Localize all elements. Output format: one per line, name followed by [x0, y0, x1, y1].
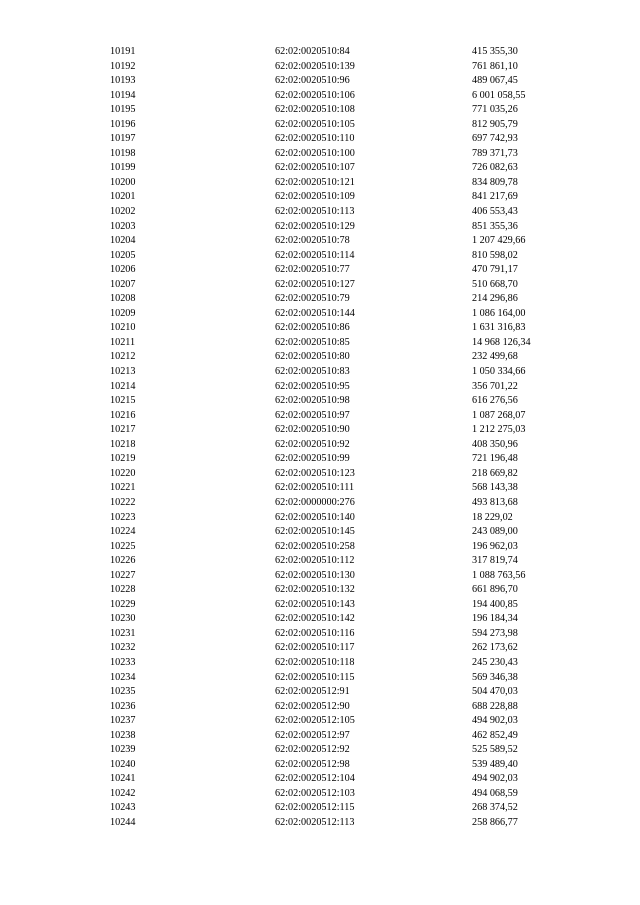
row-number-cell: 10192: [110, 60, 136, 72]
table-row: [0, 278, 640, 293]
value-cell: 568 143,38: [472, 482, 518, 494]
value-cell: 789 371,73: [472, 147, 518, 159]
cadastral-number-cell: 62:02:0020510:111: [275, 482, 355, 494]
cadastral-number-cell: 62:02:0000000:276: [275, 496, 355, 508]
table-row: [0, 481, 640, 496]
cadastral-number-cell: 62:02:0020510:113: [275, 206, 355, 218]
cadastral-number-cell: 62:02:0020510:143: [275, 598, 355, 610]
cadastral-number-cell: 62:02:0020510:130: [275, 569, 355, 581]
value-cell: 594 273,98: [472, 627, 518, 639]
value-cell: 462 852,49: [472, 729, 518, 741]
row-number-cell: 10221: [110, 482, 136, 494]
row-number-cell: 10212: [110, 351, 136, 363]
table-row: [0, 132, 640, 147]
row-number-cell: 10201: [110, 191, 136, 203]
table-row: [0, 409, 640, 424]
value-cell: 851 355,36: [472, 220, 518, 232]
cadastral-number-cell: 62:02:0020510:105: [275, 118, 355, 130]
cadastral-number-cell: 62:02:0020510:97: [275, 409, 350, 421]
value-cell: 1 087 268,07: [472, 409, 526, 421]
cadastral-number-cell: 62:02:0020510:142: [275, 613, 355, 625]
value-cell: 493 813,68: [472, 496, 518, 508]
cadastral-number-cell: 62:02:0020512:98: [275, 758, 350, 770]
row-number-cell: 10239: [110, 744, 136, 756]
row-number-cell: 10236: [110, 700, 136, 712]
row-number-cell: 10231: [110, 627, 136, 639]
table-row: [0, 496, 640, 511]
cadastral-number-cell: 62:02:0020512:90: [275, 700, 350, 712]
row-number-cell: 10237: [110, 715, 136, 727]
value-cell: 510 668,70: [472, 278, 518, 290]
cadastral-number-cell: 62:02:0020512:115: [275, 802, 355, 814]
value-cell: 810 598,02: [472, 249, 518, 261]
value-cell: 726 082,63: [472, 162, 518, 174]
cadastral-number-cell: 62:02:0020510:129: [275, 220, 355, 232]
cadastral-number-cell: 62:02:0020512:91: [275, 686, 350, 698]
value-cell: 616 276,56: [472, 395, 518, 407]
value-cell: 1 631 316,83: [472, 322, 526, 334]
value-cell: 18 229,02: [472, 511, 513, 523]
row-number-cell: 10202: [110, 206, 136, 218]
row-number-cell: 10240: [110, 758, 136, 770]
row-number-cell: 10197: [110, 133, 136, 145]
table-row: [0, 438, 640, 453]
cadastral-number-cell: 62:02:0020510:92: [275, 438, 350, 450]
value-cell: 6 001 058,55: [472, 89, 526, 101]
cadastral-number-cell: 62:02:0020510:115: [275, 671, 355, 683]
value-cell: 504 470,03: [472, 686, 518, 698]
cadastral-number-cell: 62:02:0020510:117: [275, 642, 355, 654]
table-row: [0, 89, 640, 104]
row-number-cell: 10204: [110, 235, 136, 247]
row-number-cell: 10226: [110, 555, 136, 567]
table-row: [0, 176, 640, 191]
row-number-cell: 10210: [110, 322, 136, 334]
cadastral-number-cell: 62:02:0020510:108: [275, 104, 355, 116]
row-number-cell: 10207: [110, 278, 136, 290]
value-cell: 317 819,74: [472, 555, 518, 567]
table-row: [0, 350, 640, 365]
value-cell: 661 896,70: [472, 584, 518, 596]
table-row: [0, 292, 640, 307]
table-row: [0, 511, 640, 526]
row-number-cell: 10214: [110, 380, 136, 392]
table-row: [0, 147, 640, 162]
row-number-cell: 10220: [110, 467, 136, 479]
table-row: [0, 234, 640, 249]
value-cell: 834 809,78: [472, 176, 518, 188]
table-row: [0, 612, 640, 627]
table-row: [0, 307, 640, 322]
cadastral-number-cell: 62:02:0020510:80: [275, 351, 350, 363]
value-cell: 258 866,77: [472, 816, 518, 828]
table-row: [0, 671, 640, 686]
table-row: [0, 60, 640, 75]
table-row: [0, 220, 640, 235]
cadastral-number-cell: 62:02:0020510:144: [275, 307, 355, 319]
row-number-cell: 10195: [110, 104, 136, 116]
row-number-cell: 10244: [110, 816, 136, 828]
table-row: [0, 787, 640, 802]
table-row: [0, 452, 640, 467]
cadastral-number-cell: 62:02:0020510:132: [275, 584, 355, 596]
table-row: [0, 380, 640, 395]
cadastral-number-cell: 62:02:0020510:258: [275, 540, 355, 552]
cadastral-number-cell: 62:02:0020510:86: [275, 322, 350, 334]
cadastral-number-cell: 62:02:0020510:110: [275, 133, 355, 145]
value-cell: 771 035,26: [472, 104, 518, 116]
row-number-cell: 10241: [110, 773, 136, 785]
cadastral-number-cell: 62:02:0020512:92: [275, 744, 350, 756]
row-number-cell: 10230: [110, 613, 136, 625]
value-cell: 232 499,68: [472, 351, 518, 363]
value-cell: 214 296,86: [472, 293, 518, 305]
value-cell: 525 589,52: [472, 744, 518, 756]
value-cell: 194 400,85: [472, 598, 518, 610]
row-number-cell: 10196: [110, 118, 136, 130]
value-cell: 268 374,52: [472, 802, 518, 814]
value-cell: 1 050 334,66: [472, 366, 526, 378]
row-number-cell: 10203: [110, 220, 136, 232]
table-row: [0, 627, 640, 642]
cadastral-number-cell: 62:02:0020510:145: [275, 526, 355, 538]
value-cell: 245 230,43: [472, 656, 518, 668]
row-number-cell: 10232: [110, 642, 136, 654]
value-cell: 196 962,03: [472, 540, 518, 552]
table-row: [0, 205, 640, 220]
value-cell: 569 346,38: [472, 671, 518, 683]
row-number-cell: 10229: [110, 598, 136, 610]
cadastral-number-cell: 62:02:0020510:139: [275, 60, 355, 72]
value-cell: 841 217,69: [472, 191, 518, 203]
table-row: [0, 45, 640, 60]
value-cell: 14 968 126,34: [472, 336, 531, 348]
row-number-cell: 10199: [110, 162, 136, 174]
cadastral-number-cell: 62:02:0020510:96: [275, 75, 350, 87]
table-row: [0, 598, 640, 613]
value-cell: 1 088 763,56: [472, 569, 526, 581]
row-number-cell: 10213: [110, 366, 136, 378]
value-cell: 470 791,17: [472, 264, 518, 276]
cadastral-number-cell: 62:02:0020512:113: [275, 816, 355, 828]
row-number-cell: 10205: [110, 249, 136, 261]
row-number-cell: 10218: [110, 438, 136, 450]
row-number-cell: 10235: [110, 686, 136, 698]
table-row: [0, 249, 640, 264]
cadastral-number-cell: 62:02:0020510:77: [275, 264, 350, 276]
cadastral-number-cell: 62:02:0020510:100: [275, 147, 355, 159]
table-row: [0, 816, 640, 831]
row-number-cell: 10216: [110, 409, 136, 421]
value-cell: 489 067,45: [472, 75, 518, 87]
cadastral-number-cell: 62:02:0020510:123: [275, 467, 355, 479]
table-row: [0, 321, 640, 336]
cadastral-number-cell: 62:02:0020510:99: [275, 453, 350, 465]
table-row: [0, 394, 640, 409]
cadastral-number-cell: 62:02:0020512:104: [275, 773, 355, 785]
table-row: [0, 118, 640, 133]
cadastral-number-cell: 62:02:0020510:109: [275, 191, 355, 203]
value-cell: 262 173,62: [472, 642, 518, 654]
cadastral-number-cell: 62:02:0020510:79: [275, 293, 350, 305]
value-cell: 1 207 429,66: [472, 235, 526, 247]
table-row: [0, 583, 640, 598]
row-number-cell: 10211: [110, 336, 136, 348]
row-number-cell: 10191: [110, 46, 136, 57]
value-cell: 356 701,22: [472, 380, 518, 392]
row-number-cell: 10227: [110, 569, 136, 581]
cadastral-number-cell: 62:02:0020512:97: [275, 729, 350, 741]
row-number-cell: 10225: [110, 540, 136, 552]
value-cell: 494 068,59: [472, 787, 518, 799]
row-number-cell: 10228: [110, 584, 136, 596]
table-row: [0, 74, 640, 89]
value-cell: 415 355,30: [472, 46, 518, 57]
table-row: [0, 554, 640, 569]
value-cell: 697 742,93: [472, 133, 518, 145]
value-cell: 1 212 275,03: [472, 424, 526, 436]
cadastral-number-cell: 62:02:0020510:85: [275, 336, 350, 348]
table-row: [0, 467, 640, 482]
row-number-cell: 10217: [110, 424, 136, 436]
cadastral-number-cell: 62:02:0020510:84: [275, 46, 350, 57]
cadastral-number-cell: 62:02:0020512:105: [275, 715, 355, 727]
table-row: [0, 263, 640, 278]
value-cell: 218 669,82: [472, 467, 518, 479]
row-number-cell: 10219: [110, 453, 136, 465]
cadastral-number-cell: 62:02:0020510:107: [275, 162, 355, 174]
cadastral-number-cell: 62:02:0020512:103: [275, 787, 355, 799]
value-cell: 494 902,03: [472, 715, 518, 727]
cadastral-number-cell: 62:02:0020510:95: [275, 380, 350, 392]
table-row: [0, 525, 640, 540]
table-row: [0, 365, 640, 380]
cadastral-number-cell: 62:02:0020510:78: [275, 235, 350, 247]
cadastral-number-cell: 62:02:0020510:83: [275, 366, 350, 378]
table-row: [0, 772, 640, 787]
cadastral-number-cell: 62:02:0020510:116: [275, 627, 355, 639]
value-cell: 761 861,10: [472, 60, 518, 72]
value-cell: 406 553,43: [472, 206, 518, 218]
table-row: [0, 161, 640, 176]
value-cell: 408 350,96: [472, 438, 518, 450]
row-number-cell: 10243: [110, 802, 136, 814]
table-row: [0, 423, 640, 438]
value-cell: 196 184,34: [472, 613, 518, 625]
cadastral-number-cell: 62:02:0020510:140: [275, 511, 355, 523]
row-number-cell: 10198: [110, 147, 136, 159]
row-number-cell: 10223: [110, 511, 136, 523]
value-cell: 494 902,03: [472, 773, 518, 785]
row-number-cell: 10215: [110, 395, 136, 407]
table-row: [0, 758, 640, 773]
data-table: [0, 45, 640, 831]
value-cell: 539 489,40: [472, 758, 518, 770]
row-number-cell: 10200: [110, 176, 136, 188]
row-number-cell: 10233: [110, 656, 136, 668]
value-cell: 243 089,00: [472, 526, 518, 538]
table-row: [0, 656, 640, 671]
row-number-cell: 10208: [110, 293, 136, 305]
row-number-cell: 10222: [110, 496, 136, 508]
cadastral-number-cell: 62:02:0020510:118: [275, 656, 355, 668]
row-number-cell: 10193: [110, 75, 136, 87]
cadastral-number-cell: 62:02:0020510:112: [275, 555, 355, 567]
cadastral-number-cell: 62:02:0020510:98: [275, 395, 350, 407]
row-number-cell: 10238: [110, 729, 136, 741]
table-row: [0, 801, 640, 816]
table-row: [0, 569, 640, 584]
row-number-cell: 10209: [110, 307, 136, 319]
row-number-cell: 10224: [110, 526, 136, 538]
row-number-cell: 10194: [110, 89, 136, 101]
value-cell: 1 086 164,00: [472, 307, 526, 319]
cadastral-number-cell: 62:02:0020510:90: [275, 424, 350, 436]
table-row: [0, 700, 640, 715]
value-cell: 721 196,48: [472, 453, 518, 465]
row-number-cell: 10242: [110, 787, 136, 799]
cadastral-number-cell: 62:02:0020510:114: [275, 249, 355, 261]
cadastral-number-cell: 62:02:0020510:106: [275, 89, 355, 101]
table-row: [0, 743, 640, 758]
table-row: [0, 336, 640, 351]
cadastral-number-cell: 62:02:0020510:121: [275, 176, 355, 188]
row-number-cell: 10206: [110, 264, 136, 276]
table-row: [0, 190, 640, 205]
table-row: [0, 729, 640, 744]
table-row: [0, 540, 640, 555]
table-row: [0, 103, 640, 118]
table-row: [0, 714, 640, 729]
value-cell: 688 228,88: [472, 700, 518, 712]
cadastral-number-cell: 62:02:0020510:127: [275, 278, 355, 290]
row-number-cell: 10234: [110, 671, 136, 683]
table-row: [0, 641, 640, 656]
table-row: [0, 685, 640, 700]
value-cell: 812 905,79: [472, 118, 518, 130]
